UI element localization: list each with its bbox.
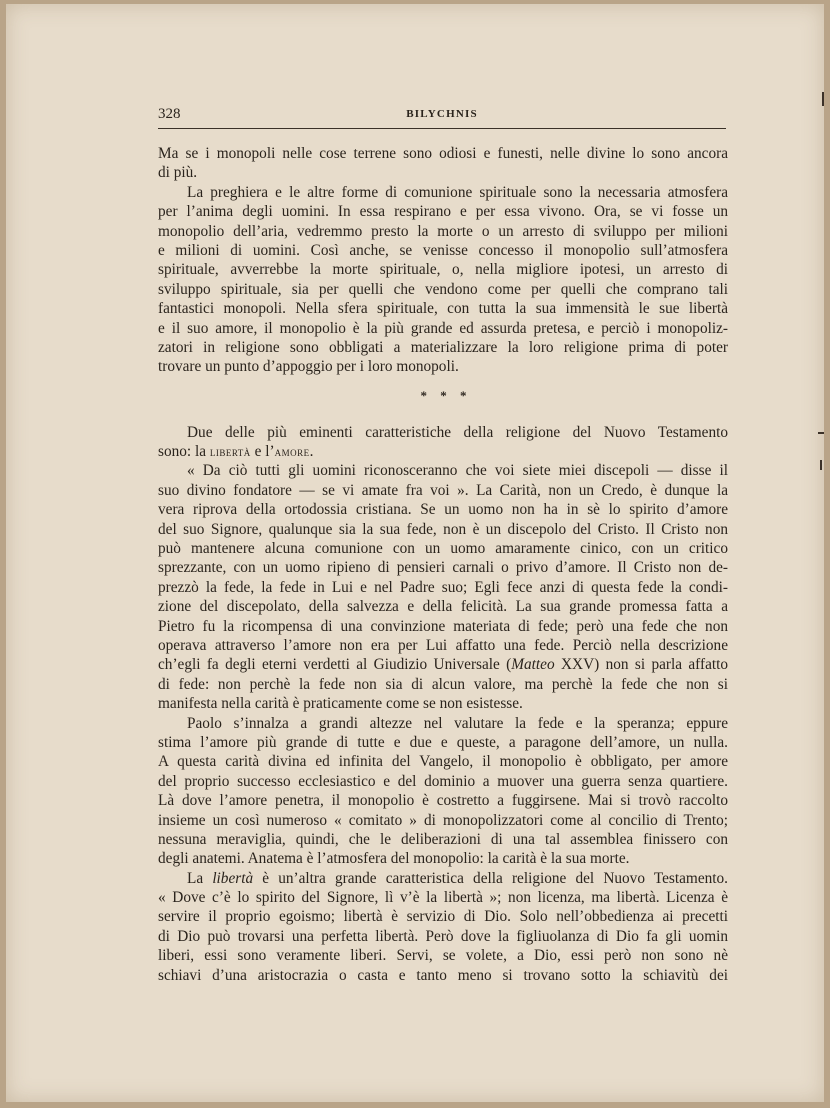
text-line: nessuna meraviglia, quindi, che le deliberazioni di una tal assemblea finissero con	[158, 830, 728, 848]
italic-liberta: libertà	[212, 869, 254, 887]
text-line: del suo Signore, qualunque sia la sua fede, non è un discepolo del Cristo. Il Cristo non	[158, 520, 728, 538]
text-line: spirituale, avverrebbe la morte spirituale, o, nella migliore ipotesi, un arresto di	[158, 261, 728, 279]
text-line: operava attraverso l’amore non era per Lui affatto una fede. Perciò nella descrizione	[158, 636, 728, 654]
page-header	[158, 106, 726, 129]
text-line: sviluppo spirituale, sia per quelli che vendono come per quelli che comprano tali	[158, 280, 728, 298]
text-line: monopolio dell’aria, vedremmo presto la morte o un arresto di sviluppo per milioni	[158, 222, 728, 240]
text-line: La libertà è un’altra grande caratteristica della religione del Nuovo Testamento.	[187, 869, 728, 887]
text-line: trovare un punto d’appoggio per i loro monopoli.	[158, 358, 459, 376]
body-text	[158, 144, 728, 985]
edge-mark	[818, 432, 824, 434]
text-line: fantastici monopoli. Nella sfera spirituale, con tutta la sua immensità le sue libertà	[158, 300, 728, 318]
text-line: zatori in religione sono obbligati a materializzare la loro religione prima di poter	[158, 338, 728, 356]
section-separator: * * *	[420, 387, 472, 403]
paragraph-2	[158, 183, 728, 377]
text-line: vera riprova della ortodossia cristiana. Se un uomo non ha in sè lo spirito d’amore	[158, 501, 728, 519]
text-line: suo divino fondatore — se vi amate fra voi ». La Carità, non un Credo, è dunque la	[158, 481, 728, 499]
text-line: « Da ciò tutti gli uomini riconosceranno che voi siete miei discepoli — disse il	[187, 462, 728, 480]
small-caps-liberta: libertà	[209, 444, 251, 460]
text-line: ch’egli fa degli eterni verdetti al Giudizio Universale (Matteo XXV) non si parla affatto	[158, 656, 729, 674]
edge-mark	[822, 92, 824, 106]
text-line: di fede: non perchè la fede non sia di alcun valore, ma perchè la fede che non si	[158, 675, 728, 693]
text-line: « Dove c’è lo spirito del Signore, lì v’è la libertà »; non licenza, ma libertà. Licenza è	[158, 889, 728, 907]
text-line: degli anatemi. Anatema è l’atmosfera del monopolio: la carità è la sua morte.	[158, 850, 630, 868]
text-line: Due delle più eminenti caratteristiche della religione del Nuovo Testamento	[187, 423, 728, 441]
edge-mark	[820, 460, 822, 470]
text-line: stima l’amore più grande di tutte e due e queste, a paragone dell’amore, un nulla.	[158, 733, 728, 751]
text-line: di Dio può trovarsi una perfetta libertà. Però dove la figliuolanza di Dio fa gli uomin	[158, 927, 728, 945]
page-number: 328	[158, 106, 181, 122]
text-line: Paolo s’innalza a grandi altezze nel valutare la fede e la speranza; eppure	[187, 714, 728, 732]
text-line: sono: la libertà e l’amore.	[158, 443, 314, 461]
text-line: insieme un così numeroso « comitato » di monopolizzatori come al concilio di Trento;	[158, 811, 728, 829]
text-line: manifesta nella carità è praticamente come se non esistesse.	[158, 695, 523, 713]
text-line: Pietro fu la ricompensa di una convinzione materiata di fede; però una fede che non	[158, 617, 728, 635]
text-line: La preghiera e le altre forme di comunione spirituale sono la necessaria atmosfera	[187, 183, 728, 201]
text-line: servire il proprio egoismo; libertà è servizio di Dio. Solo nell’obbedienza ai precetti	[158, 908, 728, 926]
text-line: del proprio successo ecclesiastico e del dominio a muover una guerra senza quartiere.	[158, 772, 728, 790]
text-line: sprezzante, con un uomo ripieno di pensieri carnali o privo d’amore. Il Cristo non de-	[158, 559, 728, 577]
text-line: di più.	[158, 164, 198, 182]
paragraph-3	[158, 423, 728, 462]
paragraph-1	[158, 144, 728, 183]
text-line: prezzò la fede, la fede in Lui e nel Padre suo; Egli fece anzi di questa fede la condi-	[158, 578, 728, 596]
paragraph-4	[158, 461, 728, 713]
text-line: e il suo amore, il monopolio è la più grande ed assurda pretesa, e perciò i monopoliz-	[158, 319, 728, 337]
italic-matteo: Matteo	[511, 656, 555, 674]
text-line: e milioni di uomini. Così anche, se venisse concesso il monopolio sull’atmosfera	[158, 241, 728, 259]
running-title: BILYCHNIS	[406, 108, 478, 120]
text-line: Là dove l’amore penetra, il monopolio è costretto a fuggirsene. Mai si trovò raccolto	[158, 792, 728, 810]
text-line: schiavi d’una aristocrazia o casta e tanto meno si trovano sotto la schiavitù dei	[158, 966, 728, 984]
paragraph-5	[158, 714, 728, 869]
text-line: per l’anima degli uomini. In essa respirano e per essa vivono. Ora, se vi fosse un	[158, 203, 728, 221]
text-line: A questa carità divina ed infinita del Vangelo, il monopolio è obbligato, per amore	[158, 753, 728, 771]
text-line: Ma se i monopoli nelle cose terrene sono odiosi e funesti, nelle divine lo sono ancora	[158, 145, 728, 162]
text-line: liberi, essi sono veramente liberi. Servi, se volete, a Dio, essi però non sono nè	[158, 947, 728, 965]
small-caps-amore: amore	[274, 444, 310, 460]
text-line: zione del discepolato, della salvezza e della felicità. La sua grande promessa fatta a	[158, 598, 728, 616]
paragraph-6	[158, 869, 728, 985]
text-line: può mantenere alcuna comunione con un uomo amaramente cinico, con un critico	[158, 540, 728, 558]
